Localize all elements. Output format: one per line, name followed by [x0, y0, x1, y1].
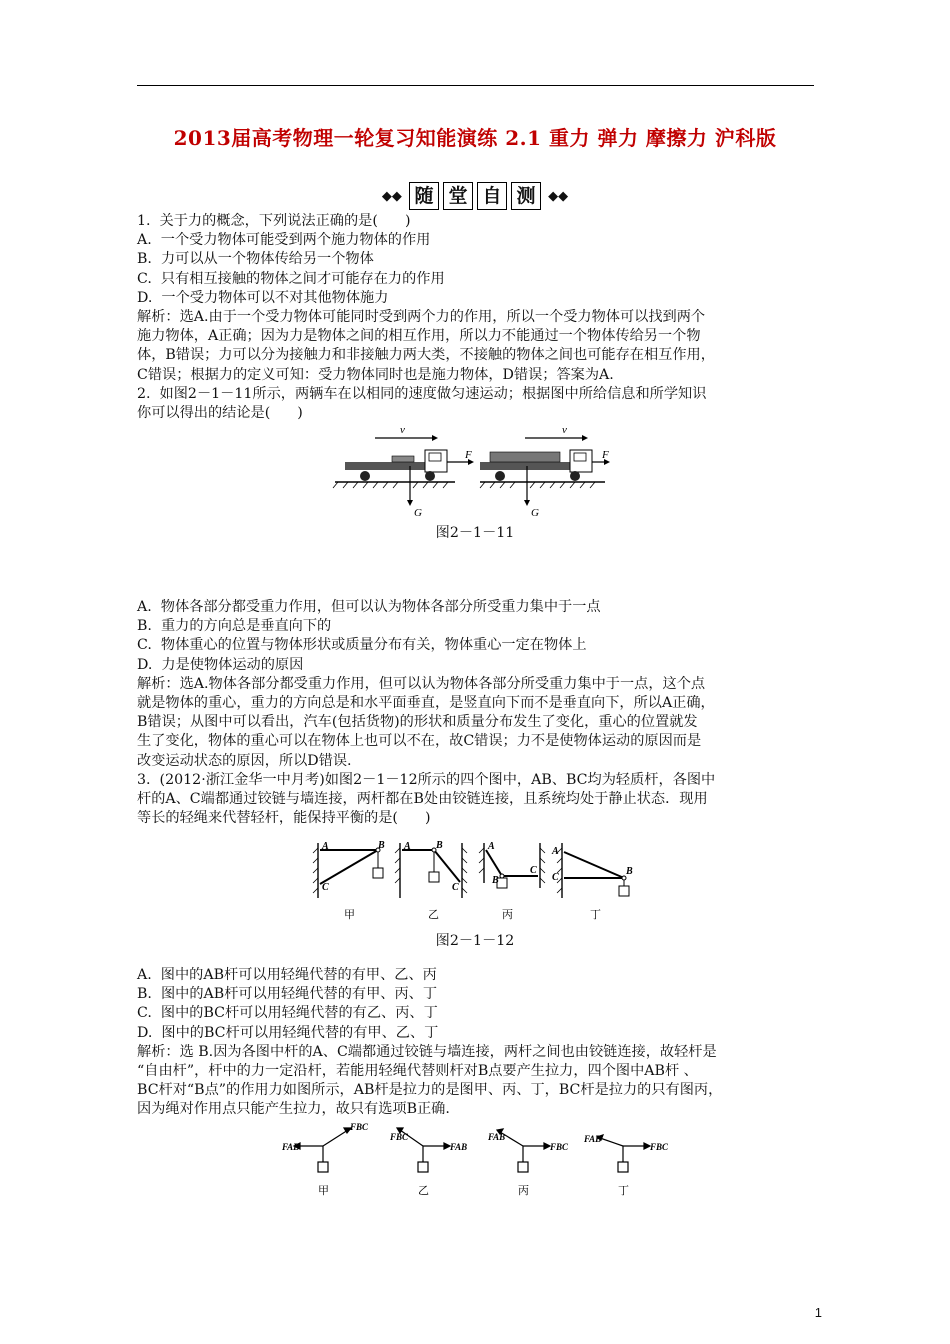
- force-label: FBC: [390, 1132, 409, 1142]
- point-label: C: [530, 865, 537, 876]
- text-line: 1. 关于力的概念，下列说法正确的是( ): [137, 213, 411, 229]
- text-line: 3. (2012·浙江金华一中月考)如图2－1－12所示的四个图中，AB、BC均为轻质杆，各图中: [137, 771, 716, 788]
- question-3-block: [137, 966, 817, 1120]
- point-label: B: [492, 875, 499, 886]
- force-label: FAB: [584, 1134, 602, 1144]
- point-label: B: [626, 866, 633, 877]
- force-label: FBC: [650, 1142, 668, 1152]
- text-line: C错误；根据力的定义可知：受力物体同时也是施力物体，D错误；答案为A.: [137, 366, 614, 383]
- text-line: D. 力是使物体运动的原因: [137, 656, 304, 673]
- velocity-label: v: [400, 424, 405, 436]
- text-line: 杆的A、C端都通过铰链与墙连接，两杆都在B处由铰链连接，且系统均处于静止状态．现用: [137, 791, 708, 808]
- text-line: 解析：选 B.因为各图中杆的A、C端都通过铰链与墙连接，两杆之间也由铰链连接，故轻杆是: [137, 1043, 717, 1060]
- text-line: 改变运动状态的原因，所以D错误.: [137, 752, 352, 769]
- gravity-label: G: [414, 507, 422, 519]
- figure-sublabel: 丁: [618, 1185, 629, 1197]
- banner-char: 随: [409, 182, 439, 210]
- text-line: D. 图中的BC杆可以用轻绳代替的有甲、乙、丁: [137, 1024, 439, 1041]
- point-label: C: [322, 882, 329, 893]
- text-line: C. 图中的BC杆可以用轻绳代替的有乙、丙、丁: [137, 1005, 438, 1022]
- text-line: 解析：选A.物体各部分都受重力作用，但可以认为物体各部分所受重力集中于一点，这个点: [137, 675, 706, 692]
- force-label: FBC: [550, 1142, 569, 1152]
- force-label: FAB: [488, 1132, 506, 1142]
- point-label: B: [436, 840, 443, 851]
- page-title: 2013届高考物理一轮复习知能演练 2.1 重力 弹力 摩擦力 沪科版: [173, 126, 777, 150]
- velocity-label: v: [562, 424, 567, 436]
- banner-char: 自: [477, 182, 507, 210]
- figure-sublabel: 甲: [344, 909, 355, 921]
- point-label: C: [552, 872, 559, 883]
- text-line: “自由杆”，杆中的力一定沿杆，若能用轻绳代替则杆对B点要产生拉力，四个图中AB杆 、: [137, 1063, 698, 1080]
- diamond-icon: ◆◆: [548, 188, 569, 204]
- force-label: F: [602, 449, 609, 461]
- gravity-label: G: [531, 507, 539, 519]
- text-line: A. 图中的AB杆可以用轻绳代替的有甲、乙、丙: [137, 967, 437, 983]
- text-line: 就是物体的重心，重力的方向总是和水平面垂直，是竖直向下而不是垂直向下，所以A正确，: [137, 695, 715, 712]
- question-2-block: [137, 598, 817, 828]
- force-diagram: [278, 1118, 668, 1202]
- text-line: 你可以得出的结论是( ): [137, 405, 303, 422]
- figure-caption: 图2－1－11: [435, 525, 515, 541]
- text-line: B. 力可以从一个物体传给另一个物体: [137, 251, 374, 268]
- point-label: B: [378, 840, 385, 851]
- force-label: FAB: [450, 1142, 468, 1152]
- text-line: B. 图中的AB杆可以用轻绳代替的有甲、丙、丁: [137, 986, 438, 1003]
- point-label: A: [404, 841, 411, 852]
- text-line: 等长的轻绳来代替轻杆，能保持平衡的是( ): [137, 810, 431, 827]
- point-label: A: [552, 846, 559, 857]
- text-line: B错误；从图中可以看出，汽车(包括货物)的形状和质量分布发生了变化，重心的位置就发: [137, 714, 698, 731]
- header-rule: [137, 85, 814, 86]
- banner-char: 测: [511, 182, 541, 210]
- text-line: B. 重力的方向总是垂直向下的: [137, 618, 332, 635]
- text-line: 解析：选A.由于一个受力物体可能同时受到两个力的作用，所以一个受力物体可以找到两个: [137, 309, 706, 326]
- text-line: C. 只有相互接触的物体之间才可能存在力的作用: [137, 270, 445, 287]
- question-1-block: [137, 212, 817, 423]
- text-line: D. 一个受力物体可以不对其他物体施力: [137, 289, 389, 306]
- figure-sublabel: 甲: [318, 1185, 329, 1197]
- figure-caption: 图2－1－12: [435, 933, 515, 949]
- page-number: 1: [814, 1305, 822, 1320]
- text-line: 施力物体，A正确；因为力是物体之间的相互作用，所以力不能通过一个物体传给另一个物: [137, 328, 701, 345]
- point-label: A: [322, 841, 329, 852]
- text-line: 体，B错误；力可以分为接触力和非接触力两大类，不接触的物体之间也可能存在相互作用，: [137, 347, 715, 364]
- text-line: 生了变化，物体的重心可以在物体上也可以不在，故C错误；力不是使物体运动的原因而是: [137, 733, 702, 750]
- point-label: A: [488, 841, 495, 852]
- point-label: C: [452, 882, 459, 893]
- trucks-figure: [330, 420, 620, 520]
- section-banner: [0, 182, 950, 210]
- force-label: FAB: [282, 1142, 300, 1152]
- figure-sublabel: 丙: [502, 909, 513, 921]
- force-label: F: [465, 449, 472, 461]
- text-line: BC杆对“B点”的作用力如图所示，AB杆是拉力的是图甲、丙、丁，BC杆是拉力的只有图丙，: [137, 1082, 723, 1099]
- text-line: 2. 如图2－1－11所示，两辆车在以相同的速度做匀速运动；根据图中所给信息和所学知识: [137, 385, 707, 402]
- force-label: FBC: [350, 1122, 369, 1132]
- diamond-icon: ◆◆: [381, 188, 402, 204]
- text-line: 因为绳对作用点只能产生拉力，故只有选项B正确.: [137, 1101, 450, 1118]
- text-line: A. 一个受力物体可能受到两个施力物体的作用: [137, 232, 431, 249]
- figure-sublabel: 丁: [590, 909, 601, 921]
- text-line: A. 物体各部分都受重力作用，但可以认为物体各部分所受重力集中于一点: [137, 599, 601, 615]
- figure-sublabel: 丙: [518, 1185, 529, 1197]
- rods-figure: [312, 838, 644, 928]
- figure-sublabel: 乙: [418, 1185, 429, 1197]
- banner-char: 堂: [443, 182, 473, 210]
- figure-sublabel: 乙: [428, 909, 439, 921]
- text-line: C. 物体重心的位置与物体形状或质量分布有关，物体重心一定在物体上: [137, 637, 587, 654]
